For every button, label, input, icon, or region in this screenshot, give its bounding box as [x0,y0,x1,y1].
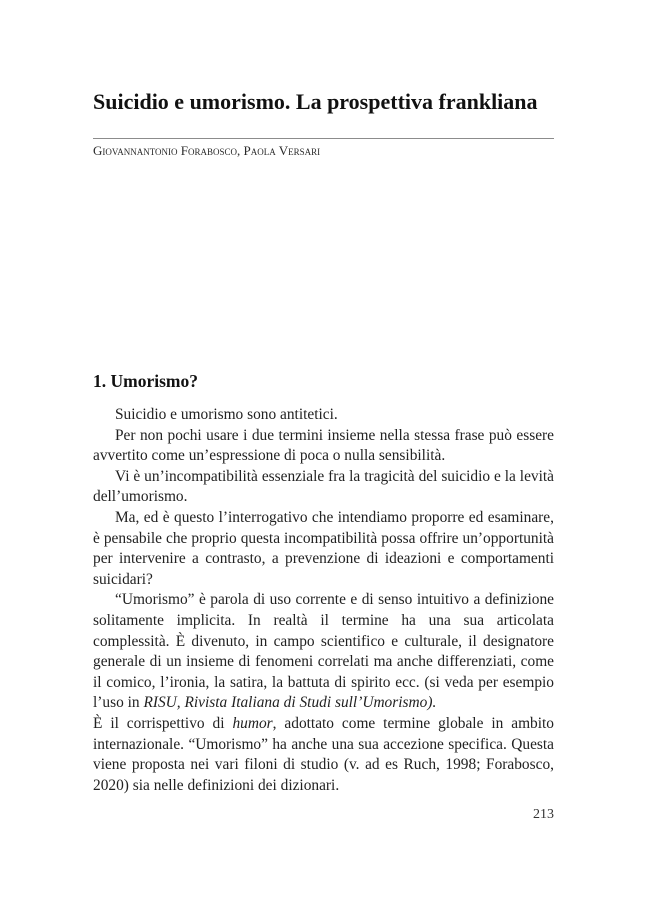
journal-title-italic: RISU, Rivista Italiana di Studi sull’Umorismo). [143,694,437,712]
chapter-title: Suicidio e umorismo. La prospettiva frankliana [93,89,538,114]
paragraph [93,714,554,796]
title-divider [93,138,554,139]
section-heading: 1. Umorismo? [93,371,198,391]
paragraph: Per non pochi usare i due termini insieme nella stessa frase può essere avvertito come un’espressione di poca o nulla sensibilità. [93,426,554,465]
paragraph: Suicidio e umorismo sono antitetici. [115,406,338,423]
page-number: 213 [533,807,554,822]
paragraph-text: È il corrispettivo di [93,714,233,732]
chapter-authors: Giovannantonio Forabosco, Paola Versari [93,143,321,158]
body-text [93,405,554,796]
paragraph-text: , adottato come termine globale in ambito internazionale. “Umorismo” ha anche una sua accezione specifica. Questa viene proposta nei vari filoni di studio (v. ad es Ruch, 1998; Forabosco, 2020) sia nelle definizioni dei dizionari. [93,714,554,794]
paragraph-text: “Umorismo” è parola di uso corrente e di senso intuitivo a definizione solitamente implicita. In realtà il termine ha una sua articolata complessità. È divenuto, in campo scientifico e culturale, il designatore generale di un insieme di fenomeni correlati ma anche differenziati, come il comico, l’ironia, la satira, la battuta di spirito ecc. (si veda per esempio l’uso in [93,591,554,712]
term-italic: humor [232,714,273,732]
paragraph: Vi è un’incompatibilità essenziale fra la tragicità del suicidio e la levità dell’umorismo. [93,467,554,506]
paragraph [93,590,554,714]
paragraph: Ma, ed è questo l’interrogativo che intendiamo proporre ed esaminare, è pensabile che proprio questa incompatibilità possa offrire un’opportunità per intervenire a contrasto, a prevenzione di ideazioni e comportamenti suicidari? [93,508,554,588]
